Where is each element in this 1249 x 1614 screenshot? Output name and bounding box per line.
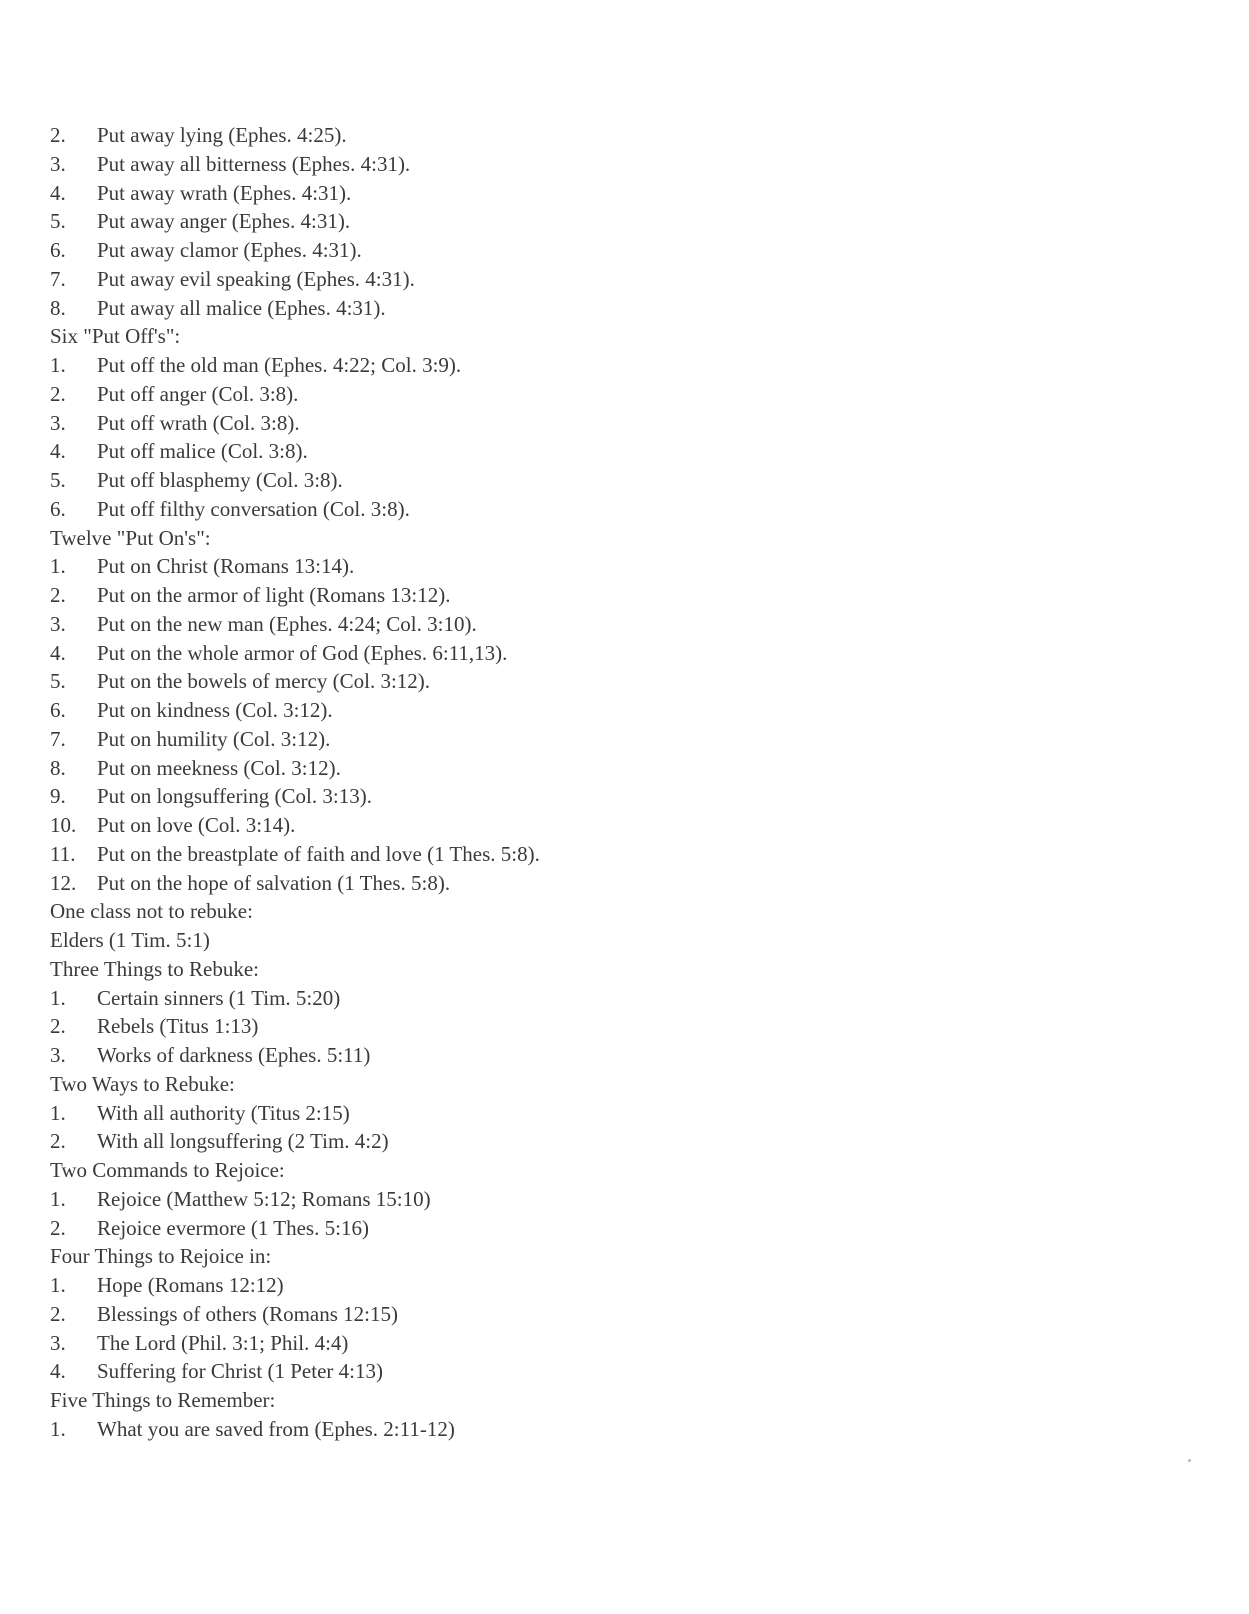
item-text: Put on Christ (Romans 13:14). — [97, 554, 355, 579]
list-item — [50, 1041, 1200, 1070]
item-number: 2. — [50, 381, 66, 406]
list-item — [50, 179, 1200, 208]
list-item — [50, 236, 1200, 265]
list-item — [50, 581, 1200, 610]
list-item — [50, 437, 1200, 466]
heading-text: Two Commands to Rejoice: — [50, 1158, 285, 1182]
item-text: Put on kindness (Col. 3:12). — [97, 698, 333, 722]
item-number: 2. — [50, 583, 66, 607]
list-item — [50, 984, 1200, 1013]
list-item — [50, 782, 1200, 811]
item-number: 1. — [50, 1273, 66, 1297]
item-text: Put off the old man (Ephes. 4:22; Col. 3:9). — [97, 353, 462, 377]
section-heading — [50, 1242, 1200, 1271]
item-text: Hope (Romans 12:12) — [97, 1273, 284, 1297]
item-text: Put off wrath (Col. 3:8). — [97, 410, 300, 435]
list-item — [50, 1357, 1200, 1386]
item-text: Put away evil speaking (Ephes. 4:31). — [97, 266, 415, 291]
list-item — [50, 1271, 1200, 1300]
item-text: Put on longsuffering (Col. 3:13). — [97, 784, 372, 809]
item-number: 3. — [50, 611, 66, 636]
section-heading — [50, 955, 1200, 984]
list-item — [50, 696, 1200, 725]
item-number: 3. — [50, 1330, 66, 1355]
item-text: What you are saved from (Ephes. 2:11-12) — [97, 1416, 455, 1441]
item-number: 5. — [50, 468, 66, 492]
item-number: 1. — [50, 985, 66, 1010]
item-text: Put on the whole armor of God (Ephes. 6:11,13). — [97, 640, 508, 665]
list-item — [50, 1329, 1200, 1358]
item-number: 1. — [50, 353, 66, 377]
item-number: 6. — [50, 496, 66, 521]
section-heading — [50, 1070, 1200, 1099]
heading-text: Twelve "Put On's": — [50, 525, 211, 550]
item-number: 8. — [50, 295, 66, 320]
scan-speck — [1188, 1459, 1191, 1462]
item-text: Put away lying (Ephes. 4:25). — [97, 123, 347, 147]
item-number: 10. — [50, 813, 77, 837]
item-text: The Lord (Phil. 3:1; Phil. 4:4) — [97, 1330, 349, 1355]
heading-text: One class not to rebuke: — [50, 899, 253, 924]
list-item — [50, 725, 1200, 754]
item-text: Put away anger (Ephes. 4:31). — [97, 209, 351, 234]
item-number: 12. — [50, 870, 77, 895]
item-number: 2. — [50, 123, 66, 147]
item-text: Put on the armor of light (Romans 13:12). — [97, 583, 451, 607]
item-text: Put away all bitterness (Ephes. 4:31). — [97, 151, 411, 176]
heading-text: Three Things to Rebuke: — [50, 956, 259, 981]
section-heading — [50, 897, 1200, 926]
section-heading — [50, 1156, 1200, 1185]
item-number: 11. — [50, 841, 76, 866]
heading-text: Five Things to Remember: — [50, 1388, 276, 1412]
list-item — [50, 1012, 1200, 1041]
list-item — [50, 409, 1200, 438]
heading-text: Elders (1 Tim. 5:1) — [50, 928, 210, 952]
item-text: Put off anger (Col. 3:8). — [97, 381, 299, 406]
item-number: 3. — [50, 410, 66, 435]
item-text: Put on the hope of salvation (1 Thes. 5:8). — [97, 870, 451, 895]
list-item — [50, 1127, 1200, 1156]
item-text: With all longsuffering (2 Tim. 4:2) — [97, 1129, 389, 1154]
item-number: 2. — [50, 1129, 66, 1154]
item-number: 4. — [50, 439, 66, 464]
list-item — [50, 207, 1200, 236]
item-text: Rejoice evermore (1 Thes. 5:16) — [97, 1215, 369, 1240]
item-text: Put away clamor (Ephes. 4:31). — [97, 238, 362, 262]
item-number: 7. — [50, 726, 66, 751]
list-item — [50, 1300, 1200, 1329]
section-heading — [50, 1386, 1200, 1415]
item-text: Certain sinners (1 Tim. 5:20) — [97, 985, 341, 1010]
section-heading — [50, 926, 1200, 955]
item-text: Put away all malice (Ephes. 4:31). — [97, 295, 386, 320]
item-text: Put on humility (Col. 3:12). — [97, 726, 331, 751]
item-number: 4. — [50, 180, 66, 205]
list-item — [50, 1185, 1200, 1214]
list-item — [50, 150, 1200, 179]
section-heading — [50, 524, 1200, 553]
item-text: Put off filthy conversation (Col. 3:8). — [97, 496, 410, 521]
list-item — [50, 265, 1200, 294]
item-number: 8. — [50, 755, 66, 780]
list-item — [50, 639, 1200, 668]
item-text: Works of darkness (Ephes. 5:11) — [97, 1043, 371, 1067]
item-text: Put off malice (Col. 3:8). — [97, 439, 308, 464]
item-number: 1. — [50, 554, 66, 579]
heading-text: Six "Put Off's": — [50, 324, 181, 349]
item-number: 5. — [50, 669, 66, 694]
section-heading — [50, 322, 1200, 351]
item-text: Put on love (Col. 3:14). — [97, 813, 296, 837]
list-item — [50, 667, 1200, 696]
list-item — [50, 869, 1200, 898]
list-item — [50, 552, 1200, 581]
list-item — [50, 754, 1200, 783]
item-number: 9. — [50, 784, 66, 809]
heading-text: Four Things to Rejoice in: — [50, 1244, 272, 1269]
item-number: 1. — [50, 1186, 66, 1211]
item-text: Put on the breastplate of faith and love (1 Thes. 5:8). — [97, 841, 540, 866]
list-item — [50, 121, 1200, 150]
list-item — [50, 1099, 1200, 1128]
item-text: Suffering for Christ (1 Peter 4:13) — [97, 1359, 383, 1384]
document-page — [50, 121, 1200, 1444]
item-text: Put off blasphemy (Col. 3:8). — [97, 468, 343, 492]
item-text: Blessings of others (Romans 12:15) — [97, 1301, 398, 1326]
list-item — [50, 811, 1200, 840]
item-number: 3. — [50, 1043, 66, 1067]
list-item — [50, 466, 1200, 495]
list-item — [50, 380, 1200, 409]
item-number: 2. — [50, 1014, 66, 1039]
list-item — [50, 1214, 1200, 1243]
item-number: 2. — [50, 1215, 66, 1240]
item-number: 4. — [50, 640, 66, 665]
list-item — [50, 610, 1200, 639]
item-text: Put on meekness (Col. 3:12). — [97, 755, 341, 780]
item-text: Put on the bowels of mercy (Col. 3:12). — [97, 669, 431, 694]
heading-text: Two Ways to Rebuke: — [50, 1071, 235, 1096]
list-item — [50, 294, 1200, 323]
list-item — [50, 1415, 1200, 1444]
item-number: 7. — [50, 266, 66, 291]
item-number: 3. — [50, 151, 66, 176]
item-text: Put on the new man (Ephes. 4:24; Col. 3:10). — [97, 611, 477, 636]
list-item — [50, 495, 1200, 524]
list-item — [50, 840, 1200, 869]
item-number: 4. — [50, 1359, 66, 1384]
list-item — [50, 351, 1200, 380]
item-text: Rebels (Titus 1:13) — [97, 1014, 259, 1039]
item-number: 6. — [50, 698, 66, 722]
item-text: With all authority (Titus 2:15) — [97, 1100, 350, 1125]
item-number: 1. — [50, 1100, 66, 1125]
item-number: 2. — [50, 1301, 66, 1326]
item-number: 5. — [50, 209, 66, 234]
item-text: Rejoice (Matthew 5:12; Romans 15:10) — [97, 1186, 431, 1211]
item-text: Put away wrath (Ephes. 4:31). — [97, 180, 352, 205]
item-number: 6. — [50, 238, 66, 262]
item-number: 1. — [50, 1416, 66, 1441]
